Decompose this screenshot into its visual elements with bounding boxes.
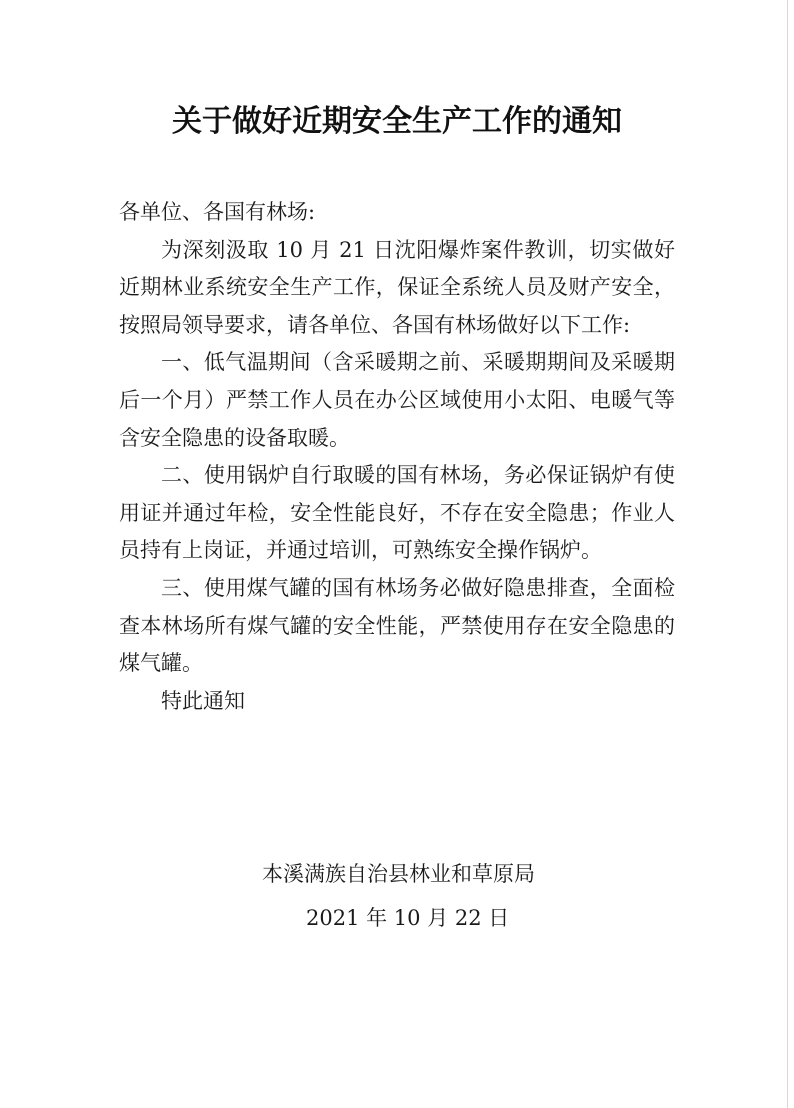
paragraph-item-3: 三、使用煤气罐的国有林场务必做好隐患排查，全面检查本林场所有煤气罐的安全性能，严禁使用存在安全隐患的煤气罐。 — [119, 575, 675, 676]
issuing-organization: 本溪满族自治县林业和草原局 — [262, 862, 535, 886]
salutation: 各单位、各国有林场: — [119, 200, 316, 224]
document-title: 关于做好近期安全生产工作的通知 — [172, 104, 622, 139]
scan-edge-line — [787, 0, 788, 1108]
paragraph-intro: 为深刻汲取 10 月 21 日沈阳爆炸案件教训，切实做好近期林业系统安全生产工作，保证全系统人员及财产安全，按照局领导要求，请各单位、各国有林场做好以下工作: — [119, 237, 675, 337]
document-body — [119, 194, 675, 720]
issue-date: 2021 年 10 月 22 日 — [306, 906, 510, 930]
closing-remark: 特此通知 — [161, 688, 245, 713]
paragraph-item-1: 一、低气温期间（含采暖期之前、采暖期期间及采暖期后一个月）严禁工作人员在办公区域使用小太阳、电暖气等含安全隐患的设备取暖。 — [119, 350, 675, 450]
paragraph-item-2: 二、使用锅炉自行取暖的国有林场，务必保证锅炉有使用证并通过年检，安全性能良好，不存在安全隐患；作业人员持有上岗证，并通过培训，可熟练安全操作锅炉。 — [119, 463, 675, 563]
